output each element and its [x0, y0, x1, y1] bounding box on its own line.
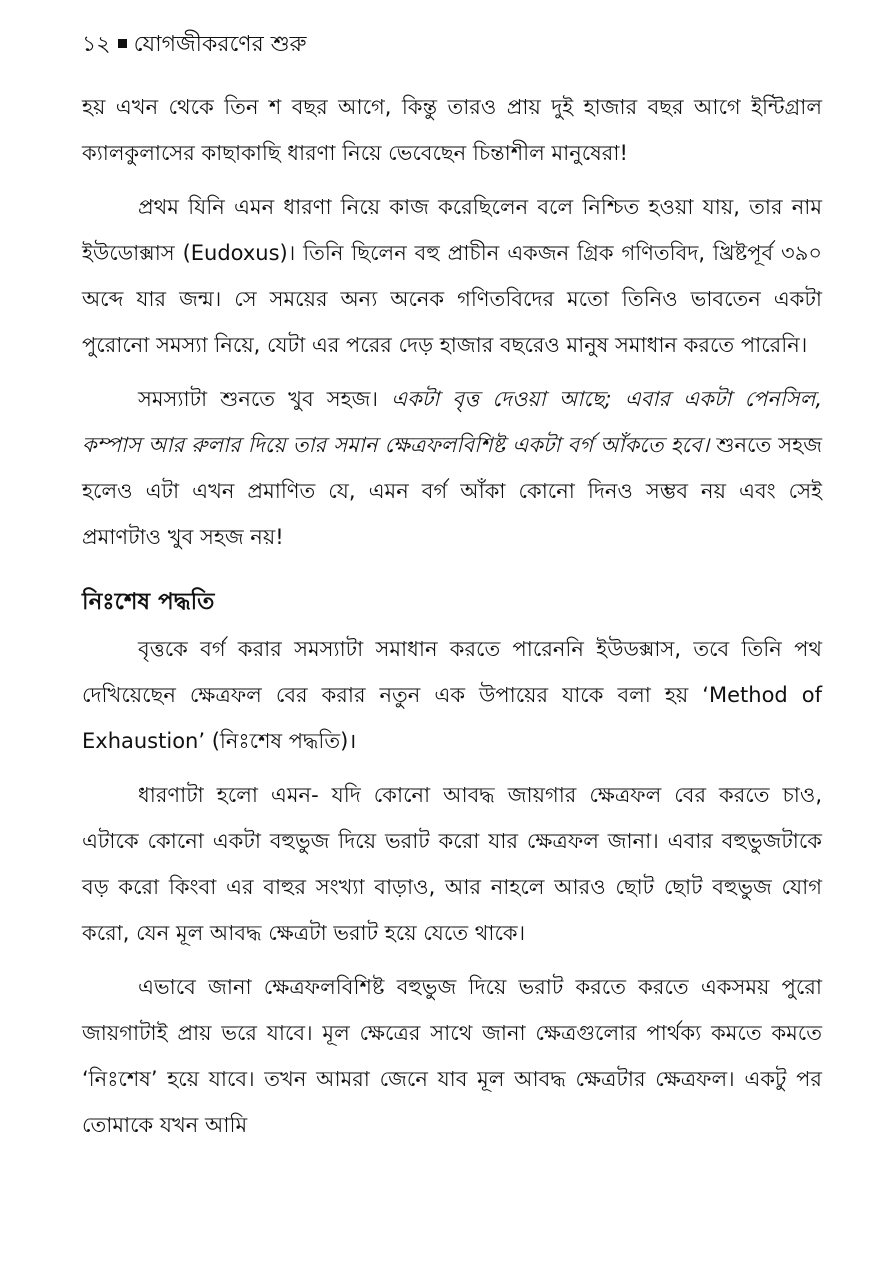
paragraph-3-tail: শুনতে সহজ হলেও এটা এখন প্রমাণিত যে, এমন বর্গ আঁকা কোনো দিনও সম্ভব নয় এবং সেই প্রমাণটাও খুব সহজ নয়!: [82, 433, 822, 549]
bullet-separator-icon: [118, 39, 127, 48]
paragraph-6: এভাবে জানা ক্ষেত্রফলবিশিষ্ট বহুভুজ দিয়ে ভরাট করতে করতে একসময় পুরো জায়গাটাই প্রায় ভরে যাবে। মূল ক্ষেত্রের সাথে জানা ক্ষেত্রগুলোর পার্থক্য কমতে কমতে ‘নিঃশেষ’ হয়ে যাবে। তখন আমরা জেনে যাব মূল আবদ্ধ ক্ষেত্রটার ক্ষেত্রফল। একটু পর তোমাকে যখন আমি: [82, 975, 822, 1137]
book-page: [82, 28, 822, 1156]
paragraph-1: হয় এখন থেকে তিন শ বছর আগে, কিন্তু তারও প্রায় দুই হাজার বছর আগে ইন্টিগ্রাল ক্যালকুলাসের কাছাকাছি ধারণা নিয়ে ভেবেছেন চিন্তাশীল মানুষেরা!: [82, 95, 822, 165]
paragraph-2: প্রথম যিনি এমন ধারণা নিয়ে কাজ করেছিলেন বলে নিশ্চিত হওয়া যায়, তার নাম ইউডোক্সাস (Eudoxus)। তিনি ছিলেন বহু প্রাচীন একজন গ্রিক গণিতবিদ, খ্রিষ্টপূর্ব ৩৯০ অব্দে যার জন্ম। সে সময়ের অন্য অনেক গণিতবিদের মতো তিনিও ভাবতেন একটা পুরোনো সমস্যা নিয়ে, যেটা এর পরের দেড় হাজার বছরেও মানুষ সমাধান করতে পারেনি।: [82, 195, 822, 357]
chapter-title: যোগজীকরণের শুরু: [133, 32, 307, 57]
paragraph-3-italic: একটা বৃত্ত দেওয়া আছে; এবার একটা পেনসিল, কম্পাস আর রুলার দিয়ে তার সমান ক্ষেত্রফলবিশিষ্ট একটা বর্গ আঁকতে হবে।: [82, 387, 822, 457]
paragraph-5: ধারণাটা হলো এমন- যদি কোনো আবদ্ধ জায়গার ক্ষেত্রফল বের করতে চাও, এটাকে কোনো একটা বহুভুজ দিয়ে ভরাট করো যার ক্ষেত্রফল জানা। এবার বহুভুজটাকে বড় করো কিংবা এর বাহুর সংখ্যা বাড়াও, আর নাহলে আরও ছোট ছোট বহুভুজ যোগ করো, যেন মূল আবদ্ধ ক্ষেত্রটা ভরাট হয়ে যেতে থাকে।: [82, 783, 822, 945]
section-heading: নিঃশেষ পদ্ধতি: [82, 589, 215, 615]
paragraph-4: বৃত্তকে বর্গ করার সমস্যাটা সমাধান করতে পারেননি ইউডক্সাস, তবে তিনি পথ দেখিয়েছেন ক্ষেত্রফল বের করার নতুন এক উপায়ের যাকে বলা হয় ‘Method of Exhaustion’ (নিঃশেষ পদ্ধতি)।: [82, 637, 822, 753]
paragraph-3: [82, 376, 822, 560]
page-number: ১২: [82, 32, 111, 57]
running-header: [82, 28, 822, 62]
paragraph-3-lead: সমস্যাটা শুনতে খুব সহজ।: [138, 387, 392, 411]
